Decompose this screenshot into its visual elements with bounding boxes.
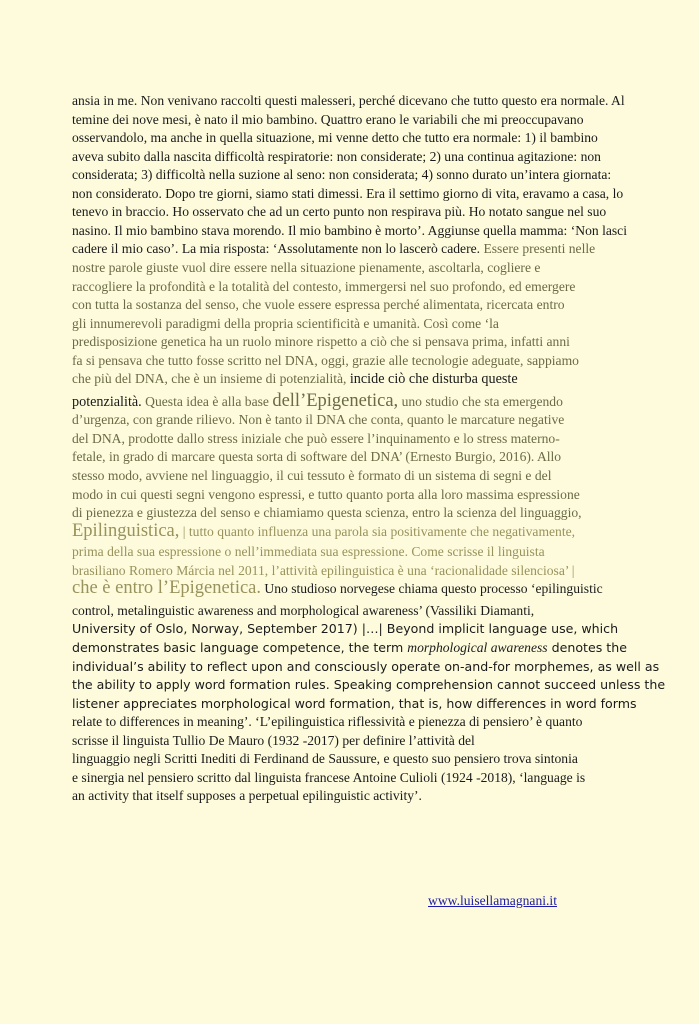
text-line: [72, 111, 584, 128]
text-run: relate to differences in meaning’. ‘L’epilinguistica riflessività e pienezza di pensiero’ è quanto: [72, 714, 583, 730]
text-line: [72, 222, 627, 239]
text-run: non considerato. Dopo tre giorni, siamo stati dimessi. Era il settimo giorno di vita, eravamo a casa, lo: [72, 185, 624, 201]
text-run: control, metalinguistic awareness and morphological awareness’ (Vassiliki Diamanti,: [72, 602, 535, 618]
text-run: nostre parole giuste vuol dire essere nella situazione pienamente, ascoltarla, cogliere e: [72, 259, 541, 275]
text-run: dell’Epigenetica,: [272, 390, 399, 411]
text-line: [72, 185, 623, 202]
text-run: fetale, in grado di marcare questa sorta di software del DNA’ (Ernesto Burgio, 2016). Allo: [72, 449, 562, 465]
text-run: aveva subito dalla nascita difficoltà respiratorie: non considerate; 2) una continua agitazione: non: [72, 148, 601, 164]
text-line: [72, 769, 585, 786]
text-line: [72, 504, 582, 521]
text-line: [72, 676, 665, 693]
text-line: [72, 352, 579, 369]
text-line: [72, 713, 582, 730]
text-run: considerata; 3) difficoltà nella suzione al seno: non considerata; 4) sonno durato un’intera giornata:: [72, 167, 612, 183]
text-run: ansia in me. Non venivano raccolti questi malesseri, perché dicevano che tutto questo era normale. Al: [72, 93, 625, 108]
text-line: [72, 333, 570, 350]
text-line: [72, 203, 606, 220]
text-line: [72, 695, 637, 712]
text-run: listener appreciates morphological word formation, that is, how differences in word forms: [72, 695, 637, 711]
text-line: [72, 520, 576, 541]
text-line: [72, 430, 560, 447]
text-run: Questa idea è alla base: [141, 393, 273, 409]
text-run: Epilinguistica,: [72, 520, 180, 541]
text-line: [72, 602, 534, 619]
text-run: fa si pensava che tutto fosse scritto nel DNA, oggi, grazie alle tecnologie adeguate, sappiamo: [72, 352, 579, 368]
text-run: del DNA, prodotte dallo stress iniziale che può essere l’inquinamento e lo stress materno-: [72, 430, 560, 446]
text-run: gli innumerevoli paradigmi della propria scientificità e umanità. Così come ‘la: [72, 315, 499, 331]
text-run: raccogliere la profondità e la totalità del contesto, immergersi nel suo profondo, ed emergere: [72, 278, 576, 294]
text-run: tenevo in braccio. Ho osservato che ad un certo punto non respirava più. Ho notato sangue nel suo: [72, 204, 607, 220]
text-line: [72, 467, 551, 484]
text-line: [72, 278, 575, 295]
text-line: [72, 639, 627, 656]
text-run: con tutta la sostanza del senso, che vuole essere espressa perché alimentata, ricercata entro: [72, 297, 565, 313]
text-run: e sinergia nel pensiero scritto dal linguista francese Antoine Culioli (1924 -2018), ‘language is: [72, 769, 586, 785]
text-line: [72, 658, 659, 675]
text-run: Essere presenti nelle: [483, 241, 596, 257]
text-line: [72, 543, 545, 560]
text-run: cadere il mio caso’. La mia risposta: ‘Assolutamente non lo lascerò cadere.: [72, 241, 484, 257]
text-run: potenzialità.: [72, 393, 142, 410]
text-line: [72, 166, 611, 183]
text-line: [72, 390, 563, 411]
text-run: brasiliano Romero Márcia nel 2011, l’attività epilinguistica è una ‘racionalidade silenciosa’ |: [72, 562, 575, 578]
text-line: [72, 296, 565, 313]
text-run: di pienezza e giustezza del senso e chiamiamo questa scienza, entro la scienza del linguaggio,: [72, 505, 582, 521]
text-run: stesso modo, avviene nel linguaggio, il cui tessuto è formato di un sistema di segni e del: [72, 468, 552, 483]
text-line: [72, 240, 595, 257]
text-run: che più del DNA, che è un insieme di potenzialità,: [72, 371, 350, 387]
text-run: temine dei nove mesi, è nato il mio bambino. Quattro erano le variabili che mi preoccupavano: [72, 111, 584, 127]
text-run: nasino. Il mio bambino stava morendo. Il mio bambino è morto’. Aggiunse quella mamma: ‘Non lasci: [72, 222, 627, 238]
website-link[interactable]: www.luisellamagnani.it: [428, 893, 557, 908]
text-line: [72, 580, 603, 597]
text-line: [72, 129, 598, 146]
text-run: morphological awareness: [407, 639, 548, 655]
text-run: linguaggio negli Scritti Inediti di Ferdinand de Saussure, e questo suo pensiero trova sintonia: [72, 751, 578, 767]
text-run: denotes the: [547, 639, 627, 655]
text-run: modo in cui questi segni vengono espressi, e tutto quanto porta alla loro massima espressione: [72, 486, 580, 502]
text-line: [72, 448, 561, 465]
text-line: [72, 370, 518, 388]
text-run: University of Oslo, Norway, September 2017) |…| Beyond implicit language use, which: [72, 621, 619, 637]
text-run: individual’s ability to reflect upon and consciously operate on-and-for morphemes, as well as: [72, 658, 660, 674]
text-run: incide ciò che disturba queste: [349, 371, 518, 388]
text-line: [72, 787, 422, 804]
text-run: prima della sua espressione o nell’immediata sua espressione. Come scrisse il linguista: [72, 544, 545, 560]
text-run: che è entro l’Epigenetica.: [72, 578, 262, 599]
text-run: an activity that itself supposes a perpetual epilinguistic activity’.: [72, 788, 422, 804]
text-run: | tutto quanto influenza una parola sia positivamente che negativamente,: [179, 523, 576, 539]
text-run: uno studio che sta emergendo: [398, 393, 563, 409]
text-line: [72, 148, 601, 165]
text-line: [72, 562, 575, 579]
text-run: the ability to apply word formation rules. Speaking comprehension cannot succeed unless the: [72, 677, 666, 693]
text-run: demonstrates basic language competence, the term: [72, 639, 408, 655]
text-line: [72, 92, 625, 109]
text-run: d’urgenza, con grande rilievo. Non è tanto il DNA che conta, quanto le marcature negative: [72, 412, 565, 428]
text-run: osservandolo, ma anche in quella situazione, mi venne detto che tutto era normale: 1) il bambino: [72, 130, 598, 146]
text-run: predisposizione genetica ha un ruolo minore rispetto a ciò che si pensava prima, infatti anni: [72, 334, 570, 350]
text-run: scrisse il linguista Tullio De Mauro (1932 -2017) per definire l’attività del: [72, 732, 475, 748]
text-line: [72, 259, 540, 276]
text-line: [72, 620, 618, 637]
text-line: [72, 411, 564, 428]
text-line: [72, 315, 499, 332]
text-run: Uno studioso norvegese chiama questo processo ‘epilinguistic: [261, 581, 603, 597]
text-line: [72, 732, 475, 749]
text-line: [72, 486, 580, 503]
text-line: [72, 750, 578, 767]
